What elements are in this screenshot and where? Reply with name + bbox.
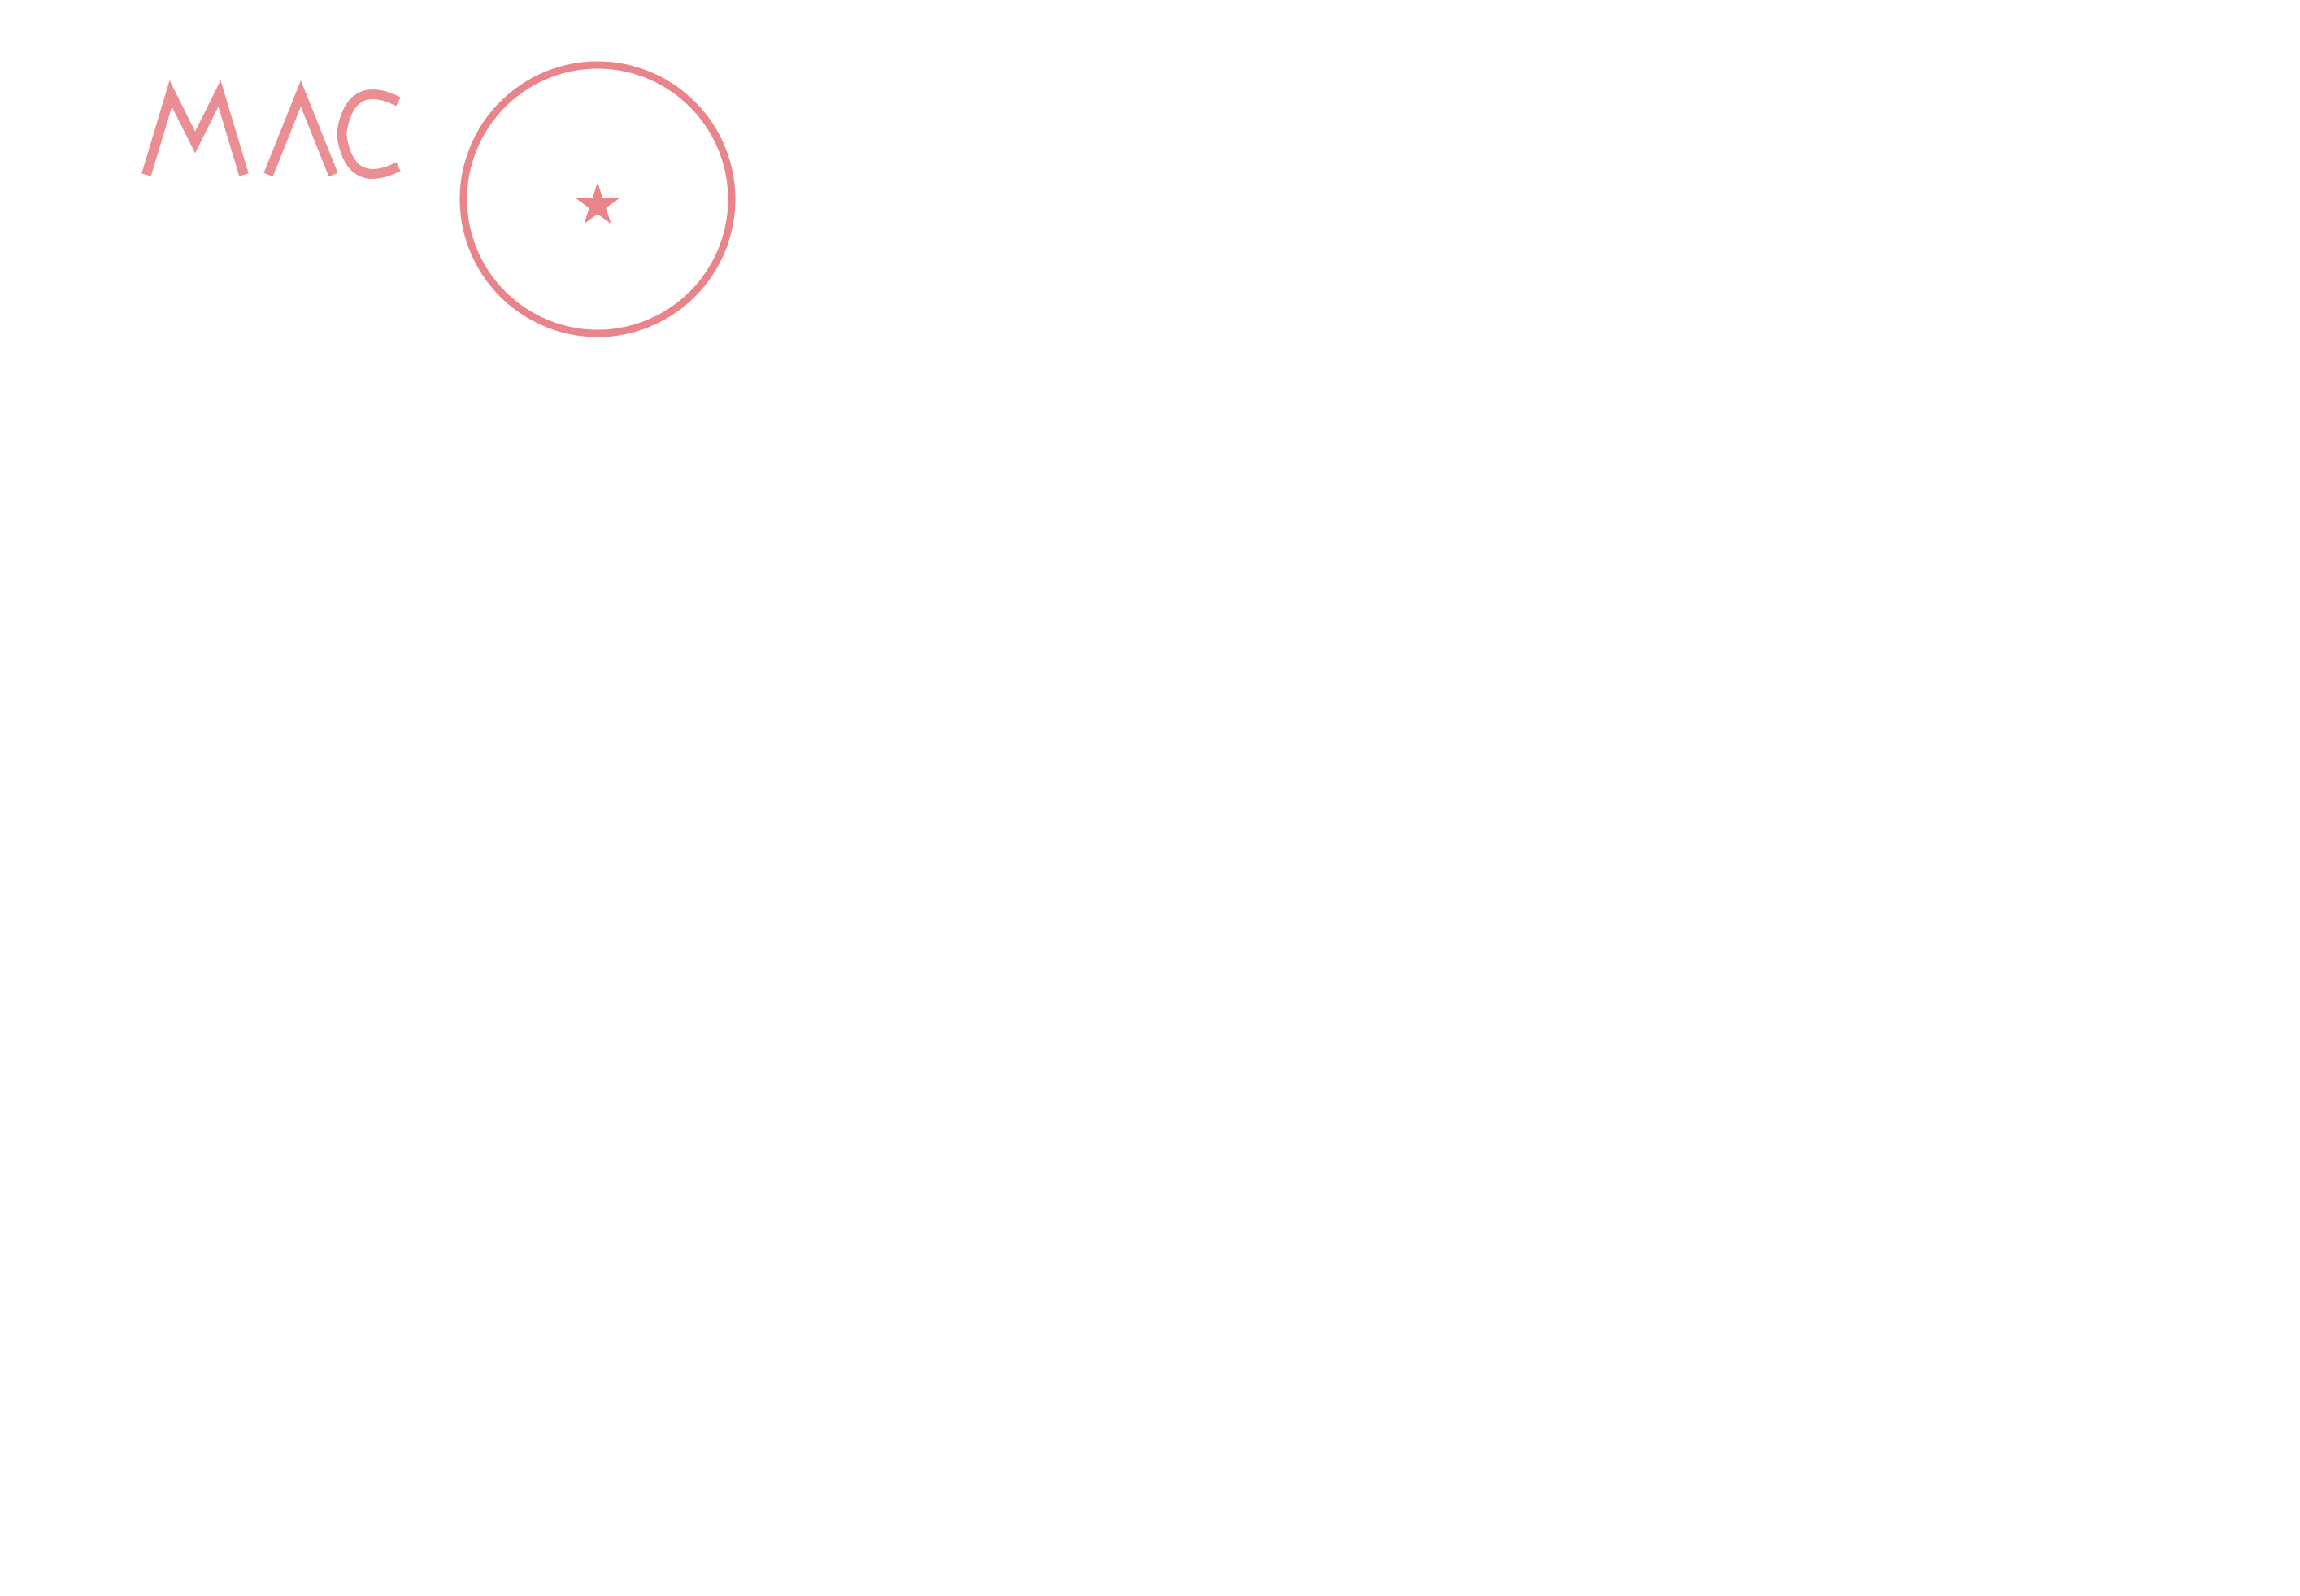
svg-text:★: ★ — [572, 171, 624, 237]
company-seal — [451, 53, 744, 346]
cma-stamp — [138, 69, 415, 199]
